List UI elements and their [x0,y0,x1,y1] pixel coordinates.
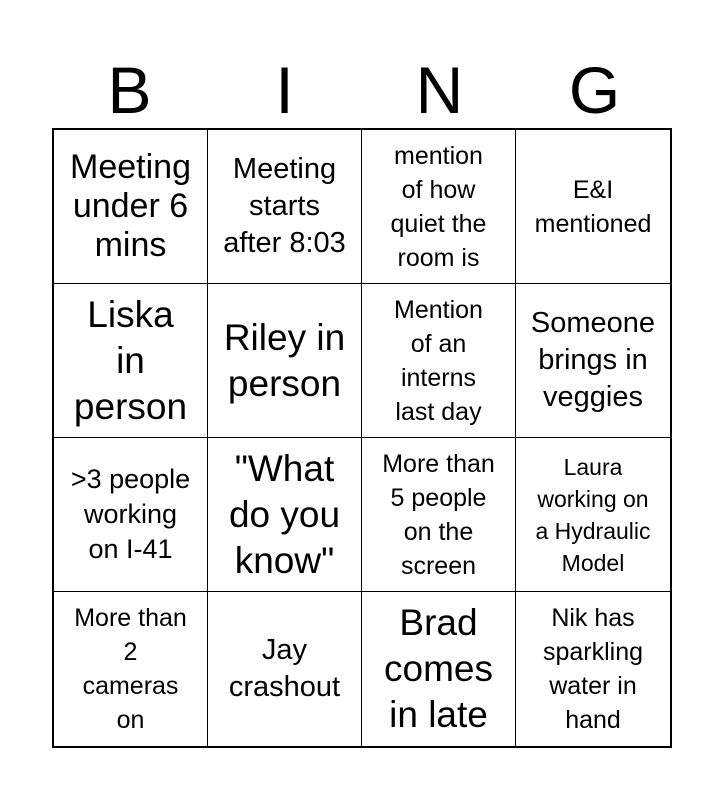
bingo-cell[interactable]: More than 5 people on the screen [362,438,516,592]
bingo-grid [52,128,672,748]
bingo-cell[interactable]: E&I mentioned [516,130,670,284]
bingo-cell[interactable]: Laura working on a Hydraulic Model [516,438,670,592]
bingo-cell[interactable]: Liska in person [54,284,208,438]
header-letter-g: G [568,53,621,127]
header-letter-b: B [107,53,152,127]
bingo-cell[interactable]: Meeting under 6 mins [54,130,208,284]
bingo-cell[interactable]: Mention of an interns last day [362,284,516,438]
header-letter-i: I [275,53,294,127]
bingo-cell[interactable]: Jay crashout [208,592,362,746]
bingo-cell[interactable]: mention of how quiet the room is [362,130,516,284]
bingo-cell[interactable]: Brad comes in late [362,592,516,746]
bingo-cell[interactable]: Someone brings in veggies [516,284,670,438]
bingo-cell[interactable]: Nik has sparkling water in hand [542,604,644,734]
header-letter-n: N [415,53,464,127]
bingo-cell[interactable]: Meeting starts after 8:03 [208,130,362,284]
bingo-cell[interactable]: "What do you know" [208,438,362,592]
bingo-cell[interactable]: >3 people working on I-41 [54,438,208,592]
bingo-header [52,50,672,130]
bingo-cell[interactable]: Riley in person [208,284,362,438]
bingo-cell[interactable]: More than 2 cameras on [54,592,208,746]
